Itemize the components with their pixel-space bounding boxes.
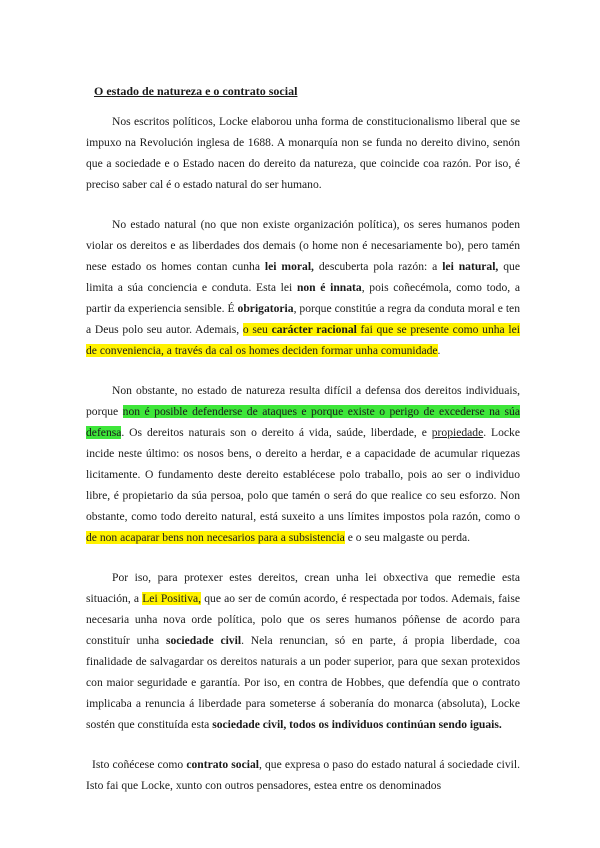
text-run: , pois coñecémola, como todo, a partir da experiencia sensible. É (86, 281, 520, 315)
paragraph-4 (86, 567, 520, 735)
text-run: . (437, 344, 441, 357)
bold-term: obrigatoria (237, 302, 294, 315)
text-run: . Nela renuncian, só en parte, á propia liberdade, coa finalidade de salvagardar os dereitos naturais a un poder superior, para que sexan protexidos con maior seguridade e garantía. Por iso, en contra de Hobbes, que defendía que o contrato implicaba a renuncia á liberdade para someterse á soberanía do monarca (absoluta), Locke sostén que constituída esta (86, 634, 520, 731)
text-run: Non obstante, no estado de natureza resulta difícil a defensa dos dereitos individuais, porque (86, 384, 520, 418)
text-run: , que expresa o paso do estado natural á sociedade civil. Isto fai que Locke, xunto con outros pensadores, estea entre os denominados (86, 758, 520, 792)
bold-term: contrato social (186, 758, 259, 771)
document-title: O estado de natureza e o contrato social (94, 84, 298, 98)
text-run: que limita a súa conciencia e conduta. Esta lei (86, 260, 520, 294)
bold-term: sociedade civil (165, 634, 242, 647)
text-run: No estado natural (no que non existe organización política), os seres humanos poden violar os dereitos e as liberdades dos demais (o home non é necesariamente bo), pero tamén nese estado os homes contan cunha (86, 218, 520, 273)
text-run: e o seu malgaste ou perda. (344, 531, 471, 544)
text-run: , porque constitúe a regra da conduta moral e ten a Deus polo seu autor. Ademais, (86, 302, 520, 336)
text-run: . Os dereitos naturais son o dereito á vida, saúde, liberdade, e (121, 426, 432, 439)
bold-term: non é innata (296, 281, 362, 294)
text-run: fai que se presente como unha lei de conveniencia, a través da cal os homes deciden formar unha comunidade (86, 323, 520, 357)
text-run: Isto coñécese como (92, 758, 187, 771)
yellow-highlight: Lei Positiva, (142, 592, 202, 605)
text-run: o seu (242, 323, 272, 336)
bold-term: lei moral, (264, 260, 314, 273)
paragraph-5 (86, 754, 520, 796)
text-run: . Locke incide neste último: os nosos bens, o dereito a herdar, e a capacidade de acumular riquezas licitamente. O fundamento deste dereito establécese polo traballo, pois ao ser o individuo libre, é propietario da súa persoa, polo que tamén o será do que realice co seu esforzo. Non obstante, como todo dereito natural, está suxeito a uns límites impostos pola razón, como o (86, 426, 520, 523)
bold-term: lei natural, (442, 260, 499, 273)
green-highlight: non é posible defenderse de ataques e porque existe o perigo de excederse na súa defensa (86, 405, 521, 439)
text-run: Por iso, para protexer estes dereitos, crean unha lei obxectiva que remedie esta situación, a (86, 571, 520, 605)
bold-term: carácter racional (271, 323, 357, 336)
underlined-term: propiedade (431, 426, 484, 439)
text-run: que ao ser de común acordo, é respectada por todos. Ademais, faise necesaria unha nova orde política, polo que os seres humanos póñense de acordo para constituír unha (86, 592, 520, 647)
yellow-highlight: de non acaparar bens non necesarios para a subsistencia (86, 531, 345, 544)
paragraph-3 (86, 380, 520, 548)
text-run: descuberta pola razón: a (313, 260, 443, 273)
bold-term: sociedade civil, todos os individuos continúan sendo iguais. (212, 718, 502, 731)
paragraph-2 (86, 214, 520, 361)
paragraph-1 (86, 111, 520, 195)
paragraph-1-text: Nos escritos políticos, Locke elaborou unha forma de constitucionalismo liberal que se impuxo na Revolución inglesa de 1688. A monarquía non se funda no dereito divino, senón que a sociedade e o Estado nacen do dereito da natureza, que coincide coa razón. Por iso, é preciso saber cal é o estado natural do ser humano. (86, 115, 520, 191)
